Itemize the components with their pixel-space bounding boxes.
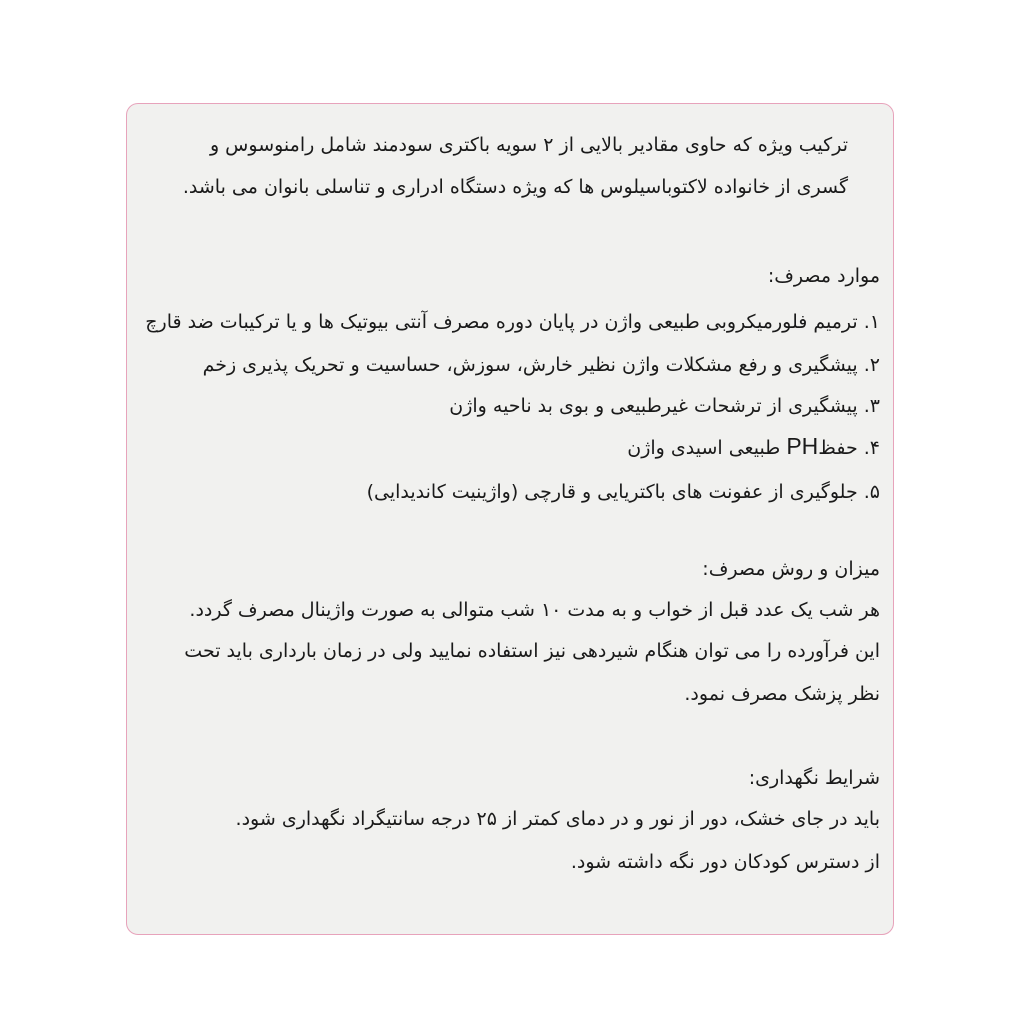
indication-item-5: ۵. جلوگیری از عفونت های باکتریایی و قارچی (واژینیت کاندیدایی) bbox=[366, 481, 880, 503]
storage-line-1: باید در جای خشک، دور از نور و در دمای کمتر از ۲۵ درجه سانتیگراد نگهداری شود. bbox=[235, 808, 880, 830]
indication-item-4 bbox=[627, 426, 880, 466]
dosage-line-1: هر شب یک عدد قبل از خواب و به مدت ۱۰ شب متوالی به صورت واژینال مصرف گردد. bbox=[189, 599, 880, 621]
dosage-line-2: این فرآورده را می توان هنگام شیردهی نیز استفاده نمایید ولی در زمان بارداری باید تحت bbox=[184, 640, 880, 662]
item4-suffix: طبیعی اسیدی واژن bbox=[627, 437, 781, 459]
indication-item-1: ۱. ترمیم فلورمیکروبی طبیعی واژن در پایان دوره مصرف آنتی بیوتیک ها و یا ترکیبات ضد قارچ bbox=[145, 311, 880, 333]
dosage-heading: میزان و روش مصرف: bbox=[702, 558, 880, 580]
indications-heading: موارد مصرف: bbox=[767, 265, 880, 287]
storage-heading: شرایط نگهداری: bbox=[748, 767, 880, 789]
item4-prefix: ۴. حفظ bbox=[818, 437, 880, 459]
item4-ph: PH bbox=[786, 433, 819, 459]
indication-item-2: ۲. پیشگیری و رفع مشکلات واژن نظیر خارش، سوزش، حساسیت و تحریک پذیری زخم bbox=[202, 354, 880, 376]
storage-line-2: از دسترس کودکان دور نگه داشته شود. bbox=[570, 851, 880, 873]
dosage-line-3: نظر پزشک مصرف نمود. bbox=[684, 683, 880, 705]
indication-item-3: ۳. پیشگیری از ترشحات غیرطبیعی و بوی بد ناحیه واژن bbox=[449, 395, 880, 417]
intro-line-1: ترکیب ویژه که حاوی مقادیر بالایی از ۲ سویه باکتری سودمند شامل رامنوسوس و bbox=[209, 134, 848, 156]
intro-line-2: گسری از خانواده لاکتوباسیلوس ها که ویژه دستگاه ادراری و تناسلی بانوان می باشد. bbox=[182, 176, 848, 198]
